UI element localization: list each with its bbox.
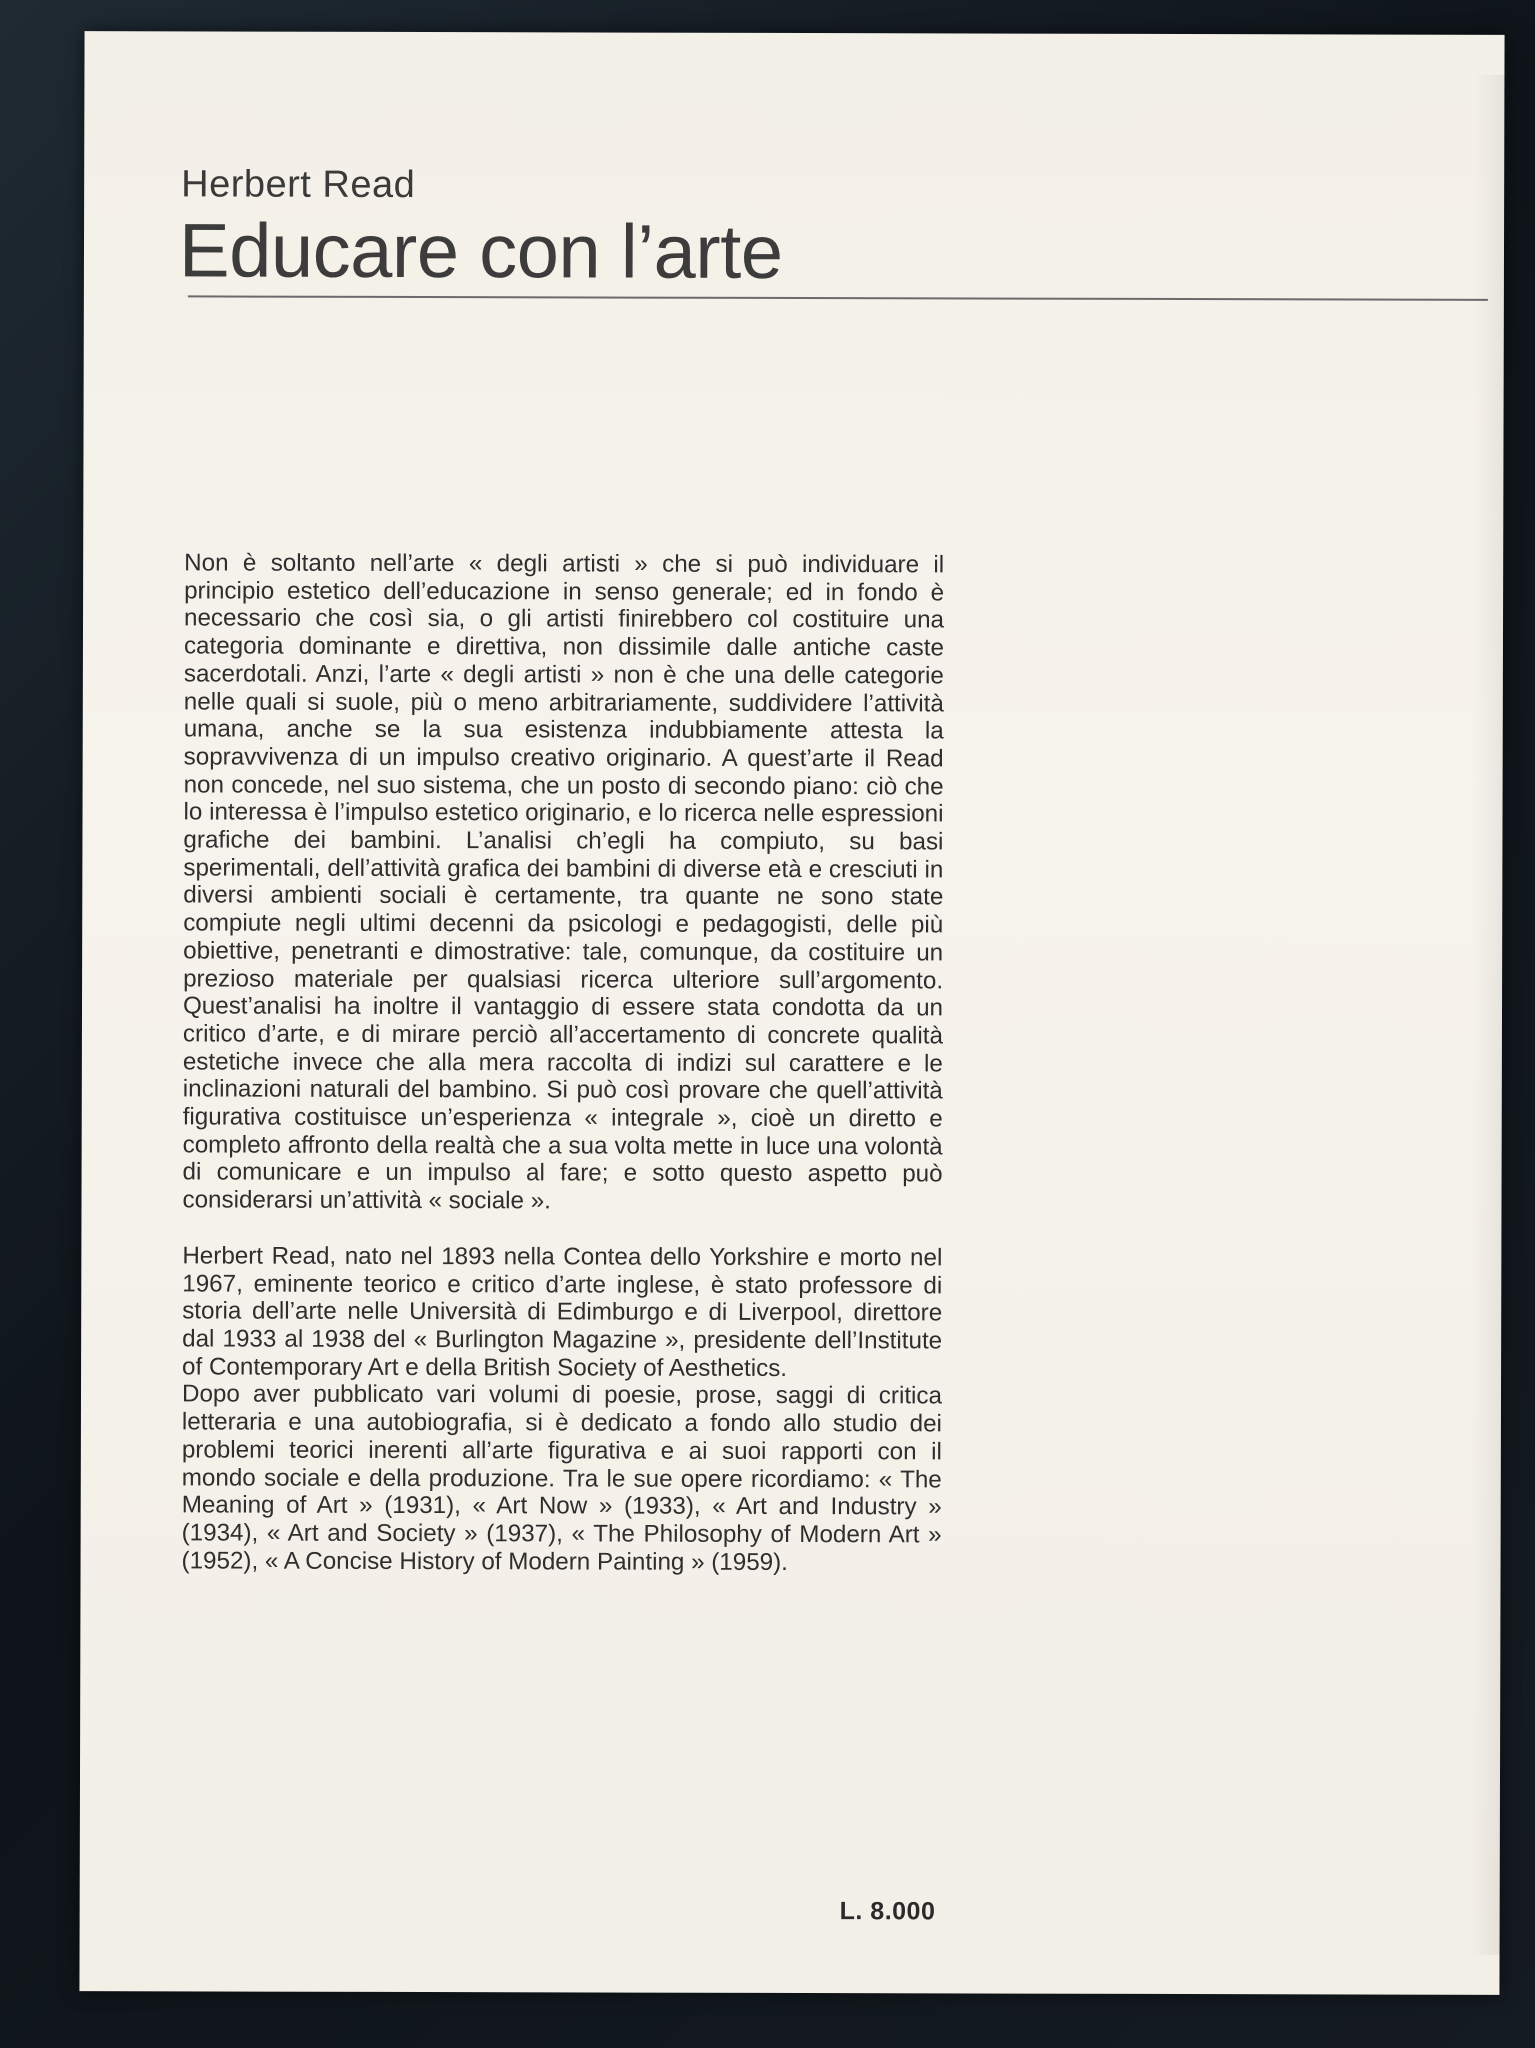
book-title: Educare con l’arte — [178, 208, 783, 295]
blurb-paragraph-description: Non è soltanto nell’arte « degli artisti » che si può individuare il principio estetico dell’educazione in senso generale; ed in fondo è necessario che così sia, o gli artisti finirebbero col costituire una categoria dominante e direttiva, non dissimile dalle antiche caste sacerdotali. Anzi, l’arte « degli artisti » non è che una delle categorie nelle quali si suole, più o meno arbitrariamente, suddividere l’attività umana, anche se la sua esistenza indubbiamente attesta la sopravvivenza di un impulso creativo originario. A quest’arte il Read non concede, nel suo sistema, che un posto di secondo piano: ciò che lo interessa è l’impulso estetico originario, e lo ricerca nelle espressioni grafiche dei bambini. L’analisi ch’egli ha compiuto, su basi sperimentali, dell’attività grafica dei bambini di diverse età e cresciuti in diversi ambienti sociali è certamente, tra quante ne sono state compiute negli ultimi decenni da psicologi e pedagogisti, delle più obiettive, penetranti e dimostrative: tale, comunque, da costituire un prezioso materiale per qualsiasi ricerca ulteriore sull’argomento. Quest’analisi ha inoltre il vantaggio di essere stata condotta da un critico d’arte, e di mirare perciò all’accertamento di concrete qualità estetiche invece che alla mera raccolta di indizi sul carattere e le inclinazioni naturali del bambino. Si può così provare che quell’attività figurativa costituisce un’esperienza « integrale », cioè un diretto e completo affronto della realtà che a sua volta mette in luce una volontà di comunicare e un impulso al fare; e sotto questo aspetto può considerarsi un’attività « sociale ». — [182, 549, 945, 1215]
price-label: L. 8.000 — [839, 1897, 936, 1926]
blurb-text — [182, 549, 945, 1576]
book-back-cover — [79, 31, 1504, 1995]
blurb-paragraph-works: Dopo aver pubblicato vari volumi di poesie, prose, saggi di critica letteraria e una autobiografia, si è dedicato a fondo allo studio dei problemi teorici inerenti all’arte figurativa e ai suoi rapporti con il mondo sociale e della produzione. Tra le sue opere ricordiamo: « The Meaning of Art » (1931), « Art Now » (1933), « Art and Industry » (1934), « Art and Society » (1937), « The Philosophy of Modern Art » (1952), « A Concise History of Modern Painting » (1959). — [181, 1380, 943, 1576]
blurb-paragraph-biography: Herbert Read, nato nel 1893 nella Contea dello Yorkshire e morto nel 1967, eminente teorico e critico d’arte inglese, è stato professore di storia dell’arte nelle Università di Edimburgo e di Liverpool, direttore dal 1933 al 1938 del « Burlington Magazine », presidente dell’Institute of Contemporary Art e della British Society of Aesthetics. — [182, 1242, 943, 1382]
title-divider — [188, 295, 1488, 300]
author-name: Herbert Read — [181, 163, 416, 207]
